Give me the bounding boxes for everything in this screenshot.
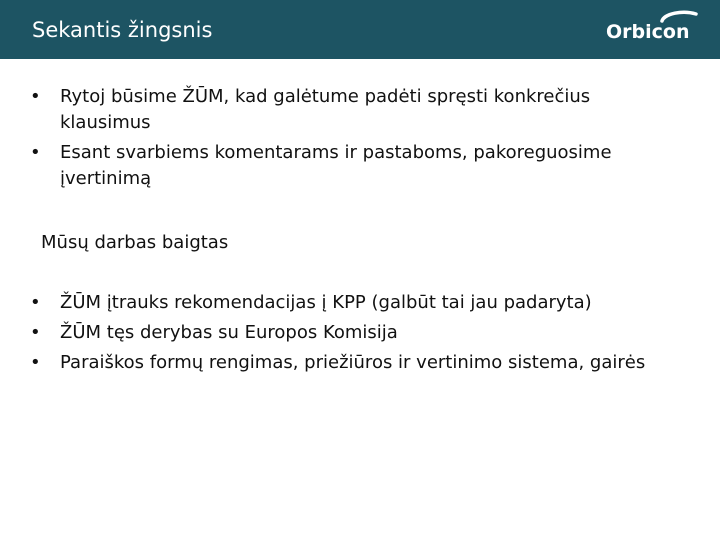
bullet-icon: • (30, 86, 41, 107)
bullet-icon: • (30, 142, 41, 163)
list-item (30, 320, 650, 346)
list-item-text: ŽŪM įtrauks rekomendacijas į KPP (galbūt tai jau padaryta) (60, 292, 592, 313)
bullet-icon: • (30, 352, 41, 373)
list-item (30, 350, 650, 376)
orbicon-logo-icon (604, 8, 708, 48)
header-bar (0, 0, 720, 59)
list-item (30, 84, 650, 136)
list-item-text: Rytoj būsime ŽŪM, kad galėtume padėti spręsti konkrečius klausimus (60, 86, 591, 133)
bullet-icon: • (30, 322, 41, 343)
list-item-text: Paraiškos formų rengimas, priežiūros ir vertinimo sistema, gairės (60, 352, 646, 373)
bullet-icon: • (30, 292, 41, 313)
bullet-list-1 (30, 84, 650, 196)
list-item (30, 290, 650, 316)
logo-text: Orbicon (606, 21, 690, 43)
list-item (30, 140, 650, 192)
status-statement: Mūsų darbas baigtas (41, 232, 229, 253)
bullet-list-2 (30, 290, 650, 380)
slide-title: Sekantis žingsnis (32, 18, 213, 42)
list-item-text: ŽŪM tęs derybas su Europos Komisija (60, 322, 398, 343)
list-item-text: Esant svarbiems komentarams ir pastaboms, pakoreguosime įvertinimą (60, 142, 612, 189)
orbicon-logo (604, 8, 708, 48)
